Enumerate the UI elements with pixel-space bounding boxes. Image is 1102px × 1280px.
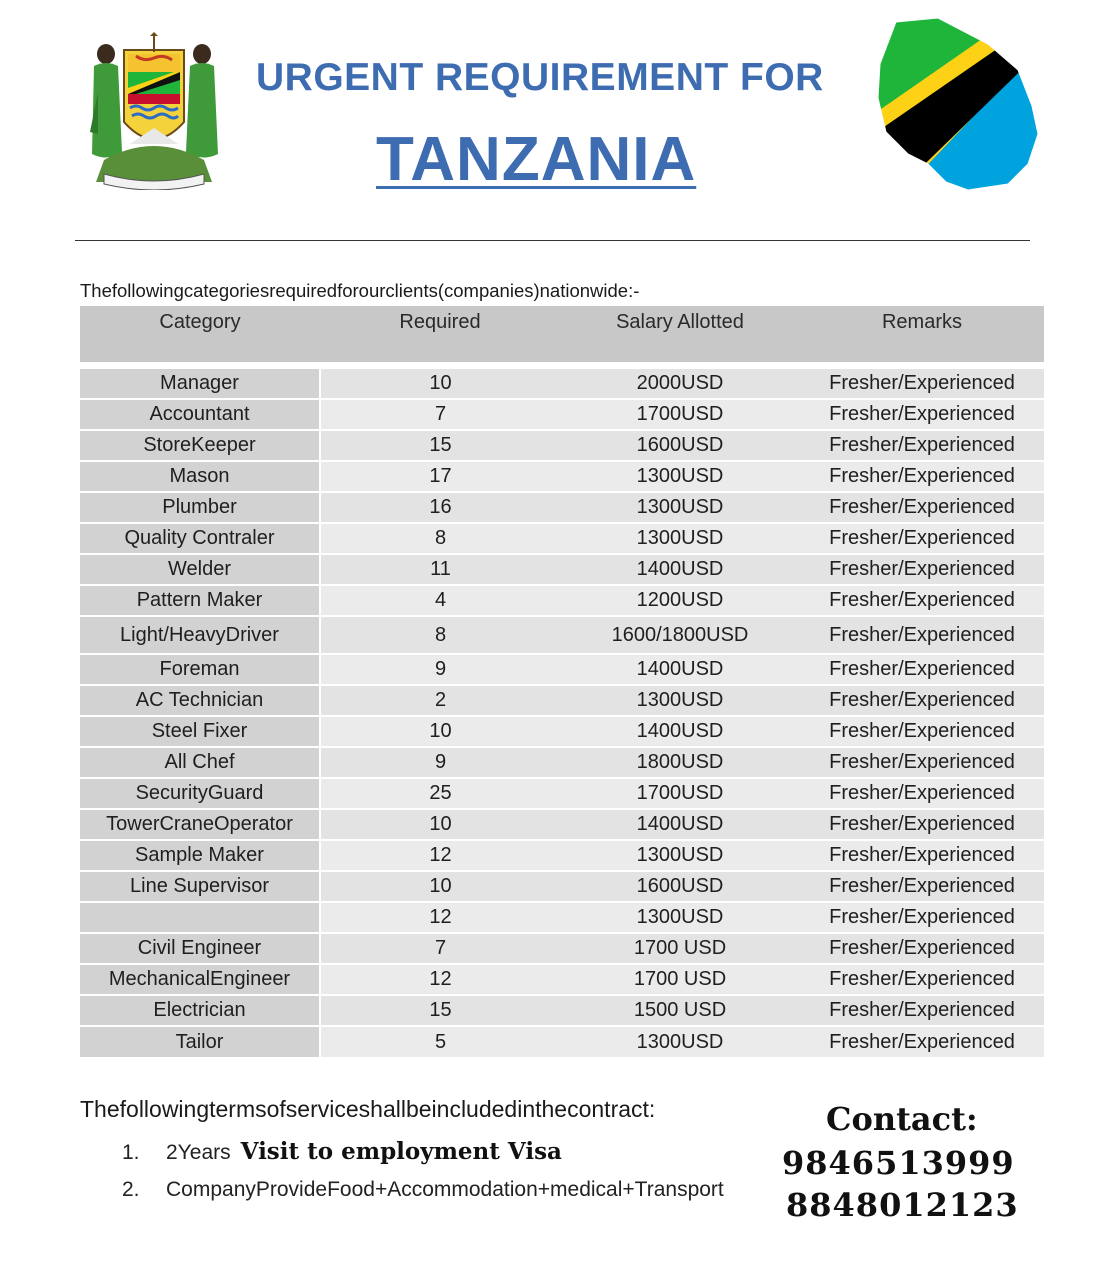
cell-required: 8 <box>320 616 560 654</box>
cell-salary: 2000USD <box>560 368 800 399</box>
table-row <box>80 523 1044 554</box>
cell-salary: 1600USD <box>560 871 800 902</box>
table-body <box>80 362 1044 1057</box>
cell-remarks: Fresher/Experienced <box>800 399 1044 430</box>
cell-category: MechanicalEngineer <box>80 964 320 995</box>
cell-remarks: Fresher/Experienced <box>800 368 1044 399</box>
cell-remarks: Fresher/Experienced <box>800 523 1044 554</box>
page-title: URGENT REQUIREMENT FOR <box>256 56 824 99</box>
cell-category: Civil Engineer <box>80 933 320 964</box>
cell-category: All Chef <box>80 747 320 778</box>
cell-required: 15 <box>320 995 560 1026</box>
header-category: Category <box>80 306 320 362</box>
cell-salary: 1700 USD <box>560 964 800 995</box>
country-title: TANZANIA <box>376 125 697 194</box>
cell-salary: 1700USD <box>560 778 800 809</box>
cell-salary: 1400USD <box>560 716 800 747</box>
cell-salary: 1300USD <box>560 461 800 492</box>
cell-salary: 1300USD <box>560 685 800 716</box>
cell-category: Manager <box>80 368 320 399</box>
cell-required: 10 <box>320 871 560 902</box>
cell-required: 16 <box>320 492 560 523</box>
cell-remarks: Fresher/Experienced <box>800 871 1044 902</box>
cell-remarks: Fresher/Experienced <box>800 933 1044 964</box>
contact-label: Contact: <box>826 1100 978 1138</box>
header-required: Required <box>320 306 560 362</box>
cell-remarks: Fresher/Experienced <box>800 809 1044 840</box>
cell-category: Accountant <box>80 399 320 430</box>
cell-category <box>80 902 320 933</box>
cell-remarks: Fresher/Experienced <box>800 840 1044 871</box>
cell-required: 11 <box>320 554 560 585</box>
phone-number: 8848012123 <box>786 1186 1019 1224</box>
term-text: CompanyProvideFood+Accommodation+medical+Transport <box>166 1178 724 1201</box>
table-row <box>80 399 1044 430</box>
term-item <box>122 1138 562 1165</box>
header-salary: Salary Allotted <box>560 306 800 362</box>
cell-remarks: Fresher/Experienced <box>800 902 1044 933</box>
cell-required: 15 <box>320 430 560 461</box>
table-row <box>80 902 1044 933</box>
coat-of-arms-icon <box>84 32 224 190</box>
cell-required: 7 <box>320 399 560 430</box>
cell-salary: 1700USD <box>560 399 800 430</box>
cell-required: 12 <box>320 840 560 871</box>
cell-salary: 1600USD <box>560 430 800 461</box>
jobs-table <box>80 306 1044 1057</box>
table-row <box>80 685 1044 716</box>
cell-required: 10 <box>320 368 560 399</box>
cell-required: 8 <box>320 523 560 554</box>
cell-salary: 1400USD <box>560 809 800 840</box>
cell-required: 7 <box>320 933 560 964</box>
cell-required: 9 <box>320 747 560 778</box>
table-row <box>80 461 1044 492</box>
cell-salary: 1400USD <box>560 554 800 585</box>
cell-category: Steel Fixer <box>80 716 320 747</box>
cell-remarks: Fresher/Experienced <box>800 430 1044 461</box>
cell-category: Mason <box>80 461 320 492</box>
cell-category: Tailor <box>80 1026 320 1057</box>
cell-remarks: Fresher/Experienced <box>800 964 1044 995</box>
table-row <box>80 933 1044 964</box>
cell-salary: 1300USD <box>560 523 800 554</box>
term-visa-text: Visit to employment Visa <box>240 1138 562 1165</box>
table-row <box>80 616 1044 654</box>
table-row <box>80 368 1044 399</box>
cell-category: SecurityGuard <box>80 778 320 809</box>
cell-salary: 1800USD <box>560 747 800 778</box>
cell-remarks: Fresher/Experienced <box>800 685 1044 716</box>
table-row <box>80 840 1044 871</box>
cell-required: 5 <box>320 1026 560 1057</box>
cell-remarks: Fresher/Experienced <box>800 654 1044 685</box>
cell-required: 17 <box>320 461 560 492</box>
cell-category: Welder <box>80 554 320 585</box>
tanzania-flag-map-icon <box>868 14 1048 196</box>
term-text: 2Years <box>166 1141 231 1164</box>
cell-remarks: Fresher/Experienced <box>800 747 1044 778</box>
table-header-row <box>80 306 1044 362</box>
cell-remarks: Fresher/Experienced <box>800 1026 1044 1057</box>
cell-remarks: Fresher/Experienced <box>800 492 1044 523</box>
cell-required: 4 <box>320 585 560 616</box>
cell-category: Line Supervisor <box>80 871 320 902</box>
header-remarks: Remarks <box>800 306 1044 362</box>
cell-remarks: Fresher/Experienced <box>800 616 1044 654</box>
cell-salary: 1400USD <box>560 654 800 685</box>
term-item <box>122 1178 724 1202</box>
cell-remarks: Fresher/Experienced <box>800 461 1044 492</box>
cell-salary: 1300USD <box>560 492 800 523</box>
cell-category: Pattern Maker <box>80 585 320 616</box>
table-row <box>80 778 1044 809</box>
cell-category: Quality Contraler <box>80 523 320 554</box>
table-row <box>80 554 1044 585</box>
cell-required: 9 <box>320 654 560 685</box>
cell-required: 10 <box>320 809 560 840</box>
cell-required: 12 <box>320 964 560 995</box>
cell-category: Electrician <box>80 995 320 1026</box>
divider <box>75 240 1030 241</box>
cell-required: 25 <box>320 778 560 809</box>
cell-required: 10 <box>320 716 560 747</box>
table-row <box>80 430 1044 461</box>
table-row <box>80 964 1044 995</box>
table-row <box>80 747 1044 778</box>
cell-salary: 1300USD <box>560 840 800 871</box>
cell-salary: 1700 USD <box>560 933 800 964</box>
table-row <box>80 716 1044 747</box>
table-row <box>80 492 1044 523</box>
cell-required: 2 <box>320 685 560 716</box>
table-row <box>80 871 1044 902</box>
intro-text: Thefollowingcategoriesrequiredforourclients(companies)nationwide:- <box>80 280 640 301</box>
table-row <box>80 585 1044 616</box>
cell-remarks: Fresher/Experienced <box>800 778 1044 809</box>
table-row <box>80 809 1044 840</box>
table-row <box>80 654 1044 685</box>
cell-salary: 1200USD <box>560 585 800 616</box>
table-row <box>80 1026 1044 1057</box>
table-row <box>80 995 1044 1026</box>
cell-remarks: Fresher/Experienced <box>800 554 1044 585</box>
cell-required: 12 <box>320 902 560 933</box>
term-number: 2. <box>122 1178 140 1201</box>
cell-salary: 1300USD <box>560 1026 800 1057</box>
cell-remarks: Fresher/Experienced <box>800 585 1044 616</box>
cell-remarks: Fresher/Experienced <box>800 995 1044 1026</box>
term-number: 1. <box>122 1141 140 1164</box>
cell-category: Foreman <box>80 654 320 685</box>
cell-salary: 1600/1800USD <box>560 616 800 654</box>
cell-category: AC Technician <box>80 685 320 716</box>
terms-title: Thefollowingtermsofserviceshallbeincludedinthecontract: <box>80 1096 656 1122</box>
cell-category: Light/HeavyDriver <box>80 616 320 654</box>
cell-category: Sample Maker <box>80 840 320 871</box>
phone-number: 9846513999 <box>782 1144 1015 1182</box>
cell-category: TowerCraneOperator <box>80 809 320 840</box>
cell-remarks: Fresher/Experienced <box>800 716 1044 747</box>
cell-category: StoreKeeper <box>80 430 320 461</box>
cell-salary: 1300USD <box>560 902 800 933</box>
cell-category: Plumber <box>80 492 320 523</box>
cell-salary: 1500 USD <box>560 995 800 1026</box>
